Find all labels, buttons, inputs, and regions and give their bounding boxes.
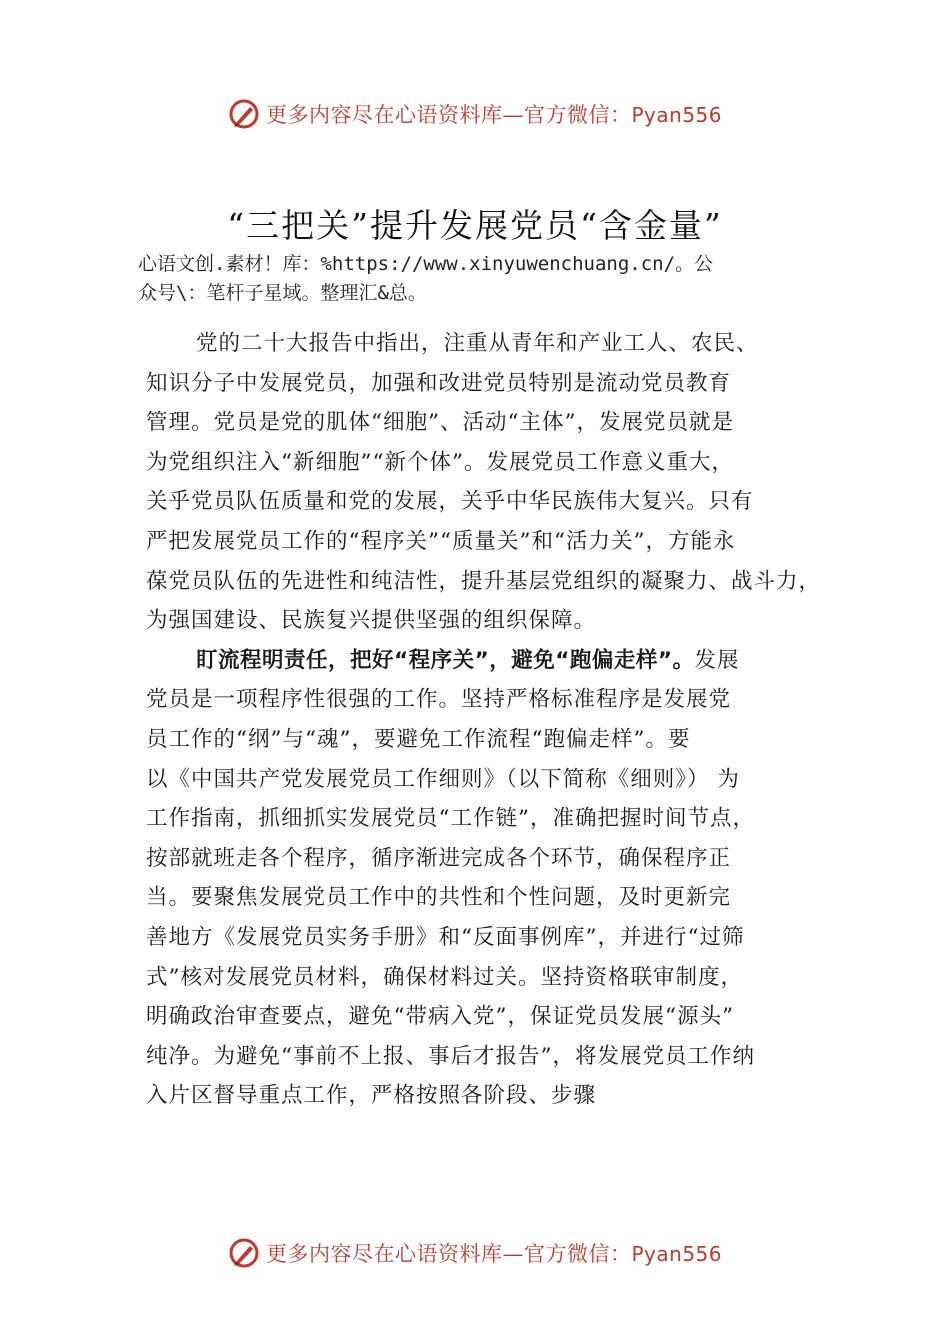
- source-note: [138, 250, 838, 308]
- footer-banner: [0, 1231, 950, 1275]
- paragraph-line: 党的二十大报告中指出，注重从青年和产业工人、农民、: [196, 331, 759, 356]
- banner-account: Pyan556: [631, 1242, 722, 1266]
- paragraph-line: 严把发展党员工作的“程序关”“质量关”和“活力关”，方能永: [146, 528, 736, 554]
- paragraph-line: 以《中国共产党发展党员工作细则》（以下简称《细则》） 为: [146, 766, 740, 792]
- header-banner: [0, 92, 950, 136]
- source-line: 众号\：笔杆子星域。整理汇&总。: [138, 282, 427, 304]
- paragraph-line: 当。要聚焦发展党员工作中的共性和个性问题，及时更新完: [146, 885, 732, 911]
- document-body: [146, 324, 836, 1116]
- source-line: 心语文创.素材！库：%https://www.xinyuwenchuang.cn/。公: [138, 253, 714, 275]
- paragraph-line: 工作指南，抓细抓实发展党员“工作链”，准确把握时间节点，: [146, 806, 755, 832]
- paragraph-line: 按部就班走各个程序，循序渐进完成各个环节，确保程序正: [146, 845, 732, 871]
- paragraph-line: 善地方《发展党员实务手册》和“反面事例库”，并进行“过筛: [146, 924, 745, 950]
- paragraph-line: 关乎党员队伍质量和党的发展，关乎中华民族伟大复兴。只有: [146, 489, 754, 515]
- paragraph-line: 葆党员队伍的先进性和纯洁性，提升基层党组织的凝聚力、战斗力，: [146, 568, 822, 594]
- banner-account: Pyan556: [631, 103, 722, 127]
- paragraph-line: 纯净。为避免“事前不上报、事后才报告”，将发展党员工作纳: [146, 1043, 755, 1069]
- paragraph-line: 为强国建设、民族复兴提供坚强的组织保障。: [146, 608, 597, 634]
- paragraph-line: 党员是一项程序性很强的工作。坚持严格标准程序是发展党: [146, 687, 732, 713]
- paragraph-first-line: [146, 641, 836, 681]
- section-lead: 盯流程明责任，把好“程序关”，避免“跑偏走样”。: [196, 647, 695, 673]
- pen-logo-icon: [228, 98, 260, 130]
- paragraph-line: 入片区督导重点工作，严格按照各阶段、步骤: [146, 1083, 597, 1109]
- paragraph-line: 知识分子中发展党员，加强和改进党员特别是流动党员教育: [146, 370, 732, 396]
- paragraph-line: 管理。党员是党的肌体“细胞”、活动“主体”，发展党员就是: [146, 410, 734, 436]
- paragraph-line-rest: 发展: [694, 647, 740, 673]
- banner-text: 更多内容尽在心语资料库—官方微信：Pyan556: [265, 1242, 722, 1266]
- document-title: “三把关”提升发展党员“含金量”: [227, 206, 723, 245]
- pen-logo-icon: [228, 1237, 260, 1269]
- paragraph-line: 明确政治审查要点，避免“带病入党”，保证党员发展“源头”: [146, 1004, 734, 1030]
- paragraph-line: 式”核对发展党员材料，确保材料过关。坚持资格联审制度，: [146, 964, 743, 990]
- paragraph-line: 员工作的“纲”与“魂”，要避免工作流程“跑偏走样”。要: [146, 726, 691, 752]
- paragraph-line: 为党组织注入“新细胞”“新个体”。发展党员工作意义重大，: [146, 449, 734, 475]
- banner-text: 更多内容尽在心语资料库—官方微信：Pyan556: [265, 103, 722, 127]
